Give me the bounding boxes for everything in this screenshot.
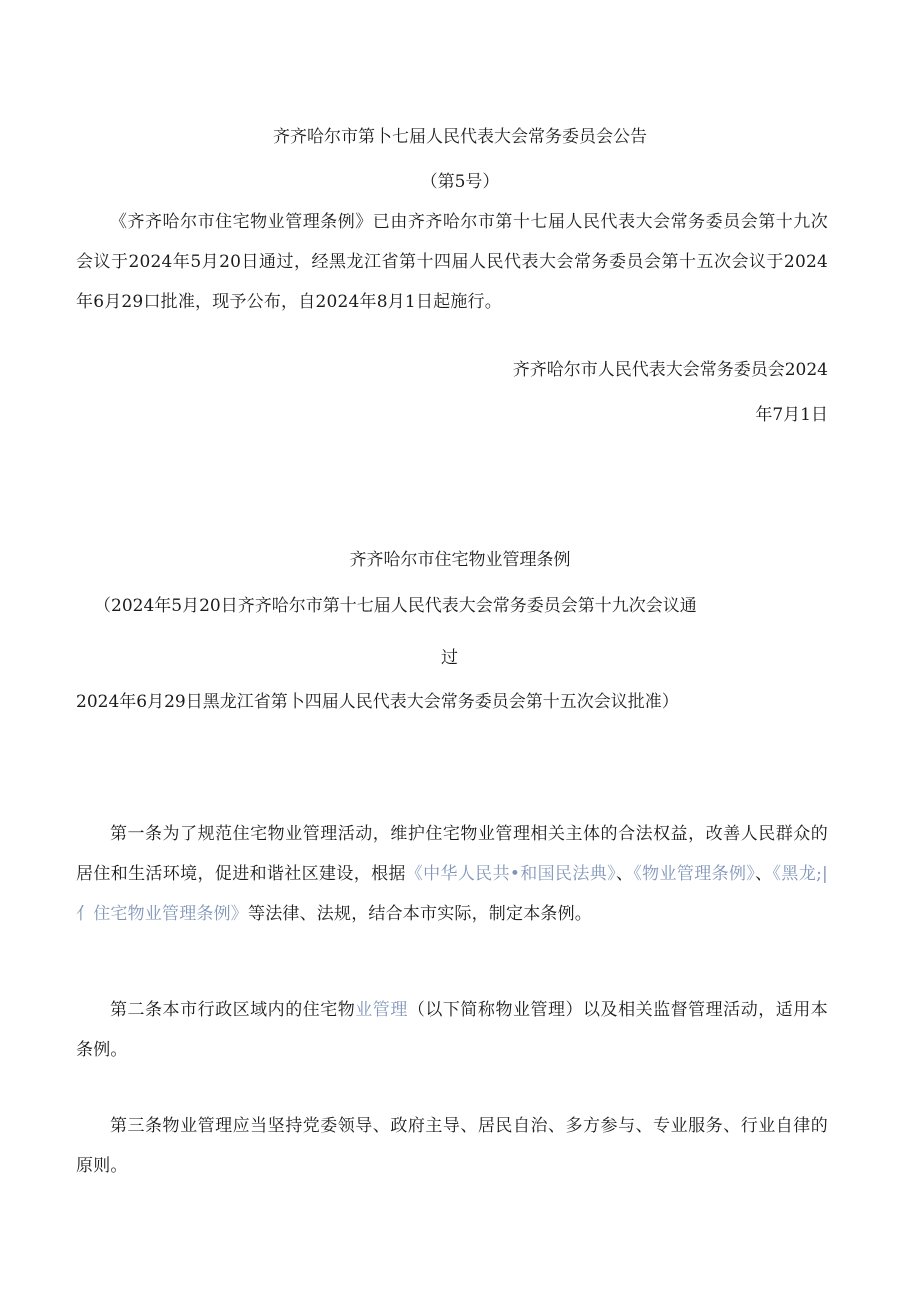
adoption-note-line1: （2024年5月20日齐齐哈尔市第十七届人民代表大会常务委员会第十九次会议通 [94, 596, 697, 616]
regulation-title: 齐齐哈尔市住宅物业管理条例 [349, 550, 571, 570]
heilongjiang-regulation-link[interactable]: 《黑龙;|亻住宅物业管理条例》 [76, 864, 828, 924]
article-1-separator: 、 [755, 864, 773, 884]
article-2-text: 第二条本市行政区域内的住宅物 [110, 1000, 356, 1020]
property-regulation-link[interactable]: 《物业管理条例》 [633, 864, 756, 884]
civil-code-link[interactable]: 《中华人民共•和国民法典》 [405, 864, 616, 884]
article-1-text-end: 等法律、法规，结合本市实际，制定本条例。 [248, 904, 592, 924]
adoption-note-line2: 过 [441, 648, 458, 668]
article-3: 第三条物业管理应当坚持党委领导、政府主导、居民自治、多方参与、专业服务、行业自律的原则。 [76, 1116, 828, 1176]
notice-title: 齐齐哈尔市第卜七届人民代表大会常务委员会公告 [273, 127, 647, 147]
article-2 [76, 990, 828, 1070]
notice-number: （第5号） [420, 172, 500, 192]
article-2-text-end: （以下简称物业管理）以及相关监督管理活动，适用本条例。 [76, 1000, 828, 1060]
notice-signer: 齐齐哈尔市人民代表大会常务委员会2024 [512, 360, 828, 380]
adoption-note-line3: 2024年6月29日黑龙江省第卜四届人民代表大会常务委员会第十五次会议批准） [76, 692, 679, 712]
notice-date: 年7月1日 [755, 405, 828, 425]
article-1 [76, 814, 828, 934]
property-management-link[interactable]: 业管理 [355, 1000, 408, 1020]
article-1-separator: 、 [615, 864, 634, 884]
article-1-text: 第一条为了规范住宅物业管理活动，维护住宅物业管理相关主体的合法权益，改善人民群众的居住和生活环境，促进和谐社区建设，根据 [76, 824, 828, 884]
notice-body: 《齐齐哈尔市住宅物业管理条例》已由齐齐哈尔市第十七届人民代表大会常务委员会第十九次会议于2024年5月20日通过，经黑龙江省第十四届人民代表大会常务委员会第十五次会议于2024年6月29口批准，现予公布，自2024年8月1日起施行。 [76, 212, 828, 312]
